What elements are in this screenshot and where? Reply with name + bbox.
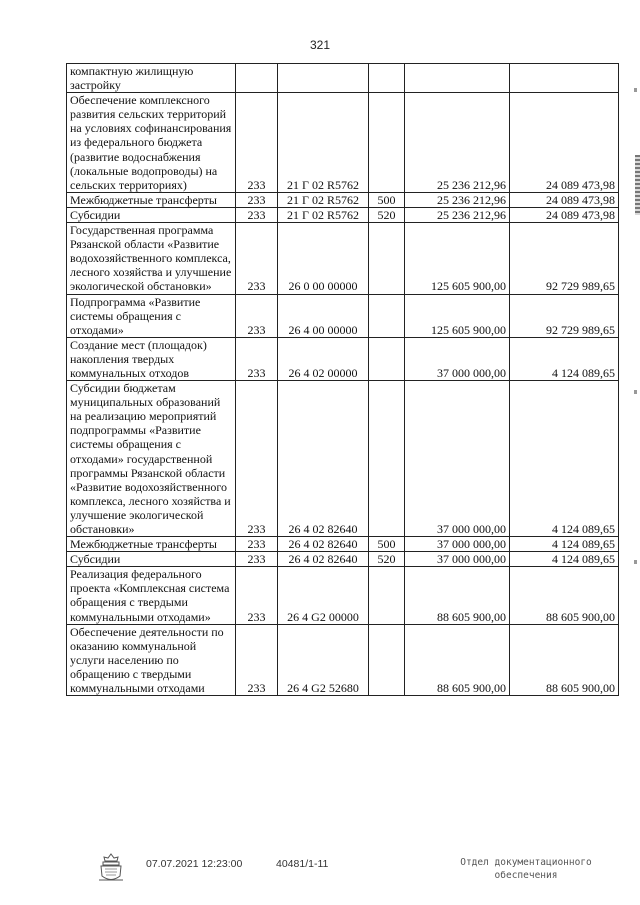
row-name-text: Межбюджетные трансферты xyxy=(70,537,217,552)
table-row xyxy=(67,381,619,537)
footer-department-stamp xyxy=(436,856,616,882)
row-amount1-cell: 88 605 900,00 xyxy=(405,624,510,695)
row-kvr-cell xyxy=(369,624,405,695)
row-kvr-cell xyxy=(369,567,405,624)
row-kcsr-cell: 26 4 02 82640 xyxy=(278,381,369,537)
row-amount2-cell: 4 124 089,65 xyxy=(510,537,619,552)
row-kvr-cell xyxy=(369,64,405,93)
budget-table-body xyxy=(67,64,619,696)
row-amount1-cell: 37 000 000,00 xyxy=(405,552,510,567)
side-scan-mark xyxy=(635,155,640,215)
row-amount2-cell: 4 124 089,65 xyxy=(510,552,619,567)
row-amount1-cell: 37 000 000,00 xyxy=(405,537,510,552)
row-kcsr-cell: 21 Г 02 R5762 xyxy=(278,192,369,207)
row-code-cell: 233 xyxy=(236,552,278,567)
row-code-cell: 233 xyxy=(236,624,278,695)
footer-stamp-line: обеспечения xyxy=(494,870,558,881)
page-number: 321 xyxy=(309,38,331,52)
row-name-text: Реализация федерального проекта «Комплексная система обращения с твердыми коммунальными отходами» xyxy=(70,567,230,624)
row-kvr-cell xyxy=(369,381,405,537)
page-footer xyxy=(0,848,640,905)
table-row xyxy=(67,223,619,294)
row-code-cell: 233 xyxy=(236,223,278,294)
row-kcsr-cell: 26 4 02 00000 xyxy=(278,337,369,380)
row-kcsr-cell: 21 Г 02 R5762 xyxy=(278,207,369,222)
row-kcsr-cell: 21 Г 02 R5762 xyxy=(278,93,369,193)
row-kvr-cell: 500 xyxy=(369,192,405,207)
row-amount1-cell: 25 236 212,96 xyxy=(405,93,510,193)
row-name-cell xyxy=(67,537,236,552)
table-row xyxy=(67,192,619,207)
row-kvr-cell xyxy=(369,294,405,337)
row-code-cell: 233 xyxy=(236,93,278,193)
row-name-cell xyxy=(67,624,236,695)
row-amount2-cell: 24 089 473,98 xyxy=(510,192,619,207)
row-amount2-cell: 88 605 900,00 xyxy=(510,567,619,624)
footer-stamp-line: Отдел документационного xyxy=(460,857,592,868)
row-name-text: Обеспечение деятельности по оказанию коммунальной услуги населению по обращению с твердыми коммунальными отходами xyxy=(70,624,224,696)
row-kvr-cell: 520 xyxy=(369,552,405,567)
table-row xyxy=(67,537,619,552)
row-amount2-cell: 24 089 473,98 xyxy=(510,207,619,222)
table-row xyxy=(67,64,619,93)
row-name-cell xyxy=(67,223,236,294)
row-code-cell: 233 xyxy=(236,294,278,337)
side-scan-tick xyxy=(634,390,637,394)
row-kcsr-cell: 26 4 00 00000 xyxy=(278,294,369,337)
row-kvr-cell: 520 xyxy=(369,207,405,222)
table-row xyxy=(67,337,619,380)
row-kcsr-cell: 26 4 02 82640 xyxy=(278,552,369,567)
row-amount1-cell xyxy=(405,64,510,93)
row-kcsr-cell: 26 4 G2 00000 xyxy=(278,567,369,624)
row-kcsr-cell: 26 4 G2 52680 xyxy=(278,624,369,695)
row-amount2-cell xyxy=(510,64,619,93)
row-name-cell xyxy=(67,207,236,222)
row-amount1-cell: 37 000 000,00 xyxy=(405,381,510,537)
table-row xyxy=(67,552,619,567)
row-name-text: Субсидии xyxy=(70,552,121,567)
row-code-cell: 233 xyxy=(236,567,278,624)
row-amount2-cell: 4 124 089,65 xyxy=(510,381,619,537)
row-name-cell xyxy=(67,381,236,537)
row-name-cell xyxy=(67,552,236,567)
side-scan-tick xyxy=(634,88,637,92)
row-code-cell: 233 xyxy=(236,381,278,537)
side-scan-tick xyxy=(634,560,637,564)
row-kcsr-cell: 26 0 00 00000 xyxy=(278,223,369,294)
row-name-text: Подпрограмма «Развитие системы обращения с отходами» xyxy=(70,294,201,337)
row-kvr-cell xyxy=(369,223,405,294)
footer-datetime: 07.07.2021 12:23:00 xyxy=(146,858,243,870)
row-name-text: Субсидии бюджетам муниципальных образований на реализацию мероприятий подпрограммы «Развитие системы обращения с отходами» государственной программы Рязанской области «Развитие водохозяйственного комплекса, лесного хозяйства и улучшение экологической обстановки» xyxy=(70,381,231,536)
row-amount2-cell: 92 729 989,65 xyxy=(510,294,619,337)
row-code-cell: 233 xyxy=(236,537,278,552)
table-row xyxy=(67,207,619,222)
row-name-text: Субсидии xyxy=(70,207,121,222)
table-row xyxy=(67,624,619,695)
coat-of-arms-icon xyxy=(96,852,126,884)
row-amount1-cell: 25 236 212,96 xyxy=(405,192,510,207)
row-kcsr-cell xyxy=(278,64,369,93)
table-row xyxy=(67,294,619,337)
row-code-cell: 233 xyxy=(236,207,278,222)
row-name-cell xyxy=(67,567,236,624)
row-name-cell xyxy=(67,93,236,193)
row-name-cell xyxy=(67,192,236,207)
row-amount1-cell: 125 605 900,00 xyxy=(405,223,510,294)
row-amount2-cell: 88 605 900,00 xyxy=(510,624,619,695)
row-code-cell: 233 xyxy=(236,337,278,380)
row-kvr-cell: 500 xyxy=(369,537,405,552)
row-code-cell: 233 xyxy=(236,192,278,207)
row-name-text: Обеспечение комплексного развития сельских территорий на условиях софинансирования из федерального бюджета (развитие водоснабжения (локальные водопроводы) на сельских территориях) xyxy=(70,93,232,192)
row-name-text: Создание мест (площадок) накопления твердых коммунальных отходов xyxy=(70,337,207,380)
budget-table xyxy=(66,63,619,696)
table-row xyxy=(67,93,619,193)
row-amount1-cell: 37 000 000,00 xyxy=(405,337,510,380)
row-name-text: Государственная программа Рязанской области «Развитие водохозяйственного комплекса, лесного хозяйства и улучшение экологической обстановки» xyxy=(70,223,232,294)
row-amount1-cell: 125 605 900,00 xyxy=(405,294,510,337)
row-amount2-cell: 4 124 089,65 xyxy=(510,337,619,380)
row-kcsr-cell: 26 4 02 82640 xyxy=(278,537,369,552)
row-amount1-cell: 88 605 900,00 xyxy=(405,567,510,624)
row-amount2-cell: 24 089 473,98 xyxy=(510,93,619,193)
row-name-cell xyxy=(67,294,236,337)
row-name-cell xyxy=(67,64,236,93)
row-code-cell xyxy=(236,64,278,93)
row-name-cell xyxy=(67,337,236,380)
row-amount2-cell: 92 729 989,65 xyxy=(510,223,619,294)
row-kvr-cell xyxy=(369,93,405,193)
row-name-text: компактную жилищную застройку xyxy=(70,64,194,93)
row-name-text: Межбюджетные трансферты xyxy=(70,192,217,207)
table-row xyxy=(67,567,619,624)
row-kvr-cell xyxy=(369,337,405,380)
footer-doc-number: 40481/1-11 xyxy=(276,858,329,870)
row-amount1-cell: 25 236 212,96 xyxy=(405,207,510,222)
